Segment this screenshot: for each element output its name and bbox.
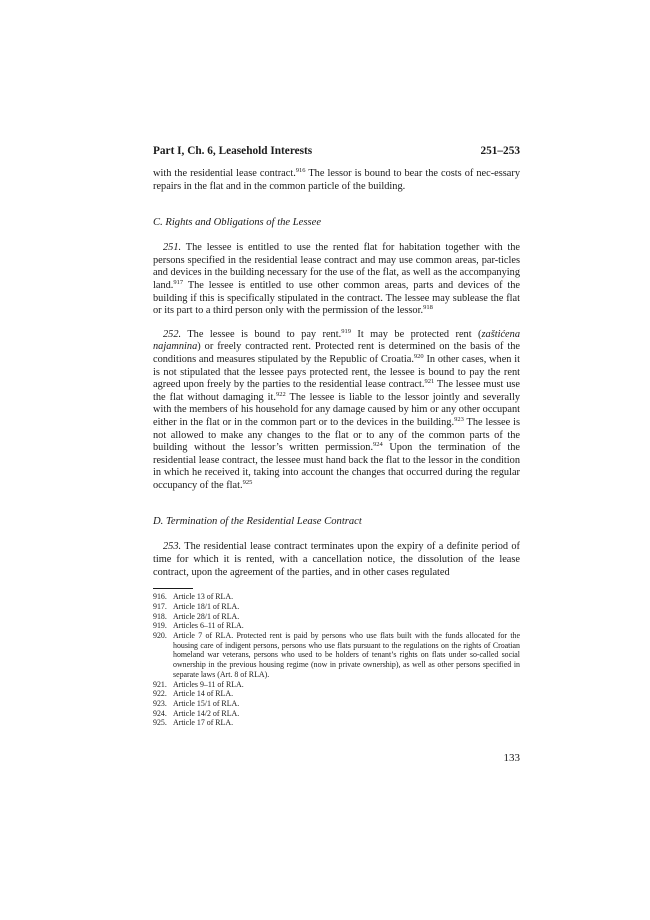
footnote-separator <box>153 588 193 589</box>
footnote-ref: 923 <box>454 415 464 423</box>
footnote: 918. Article 28/1 of RLA. <box>153 611 240 621</box>
page-number: 133 <box>503 752 520 764</box>
footnote-ref: 916 <box>295 167 306 174</box>
paragraph-number: 251. <box>163 242 182 254</box>
footnote: 925. Article 17 of RLA. <box>153 718 234 728</box>
running-header <box>153 144 520 158</box>
footnote: 921. Articles 9–11 of RLA. <box>153 679 244 689</box>
footnote-ref: 920 <box>413 352 424 360</box>
footnote: 923. Article 15/1 of RLA. <box>153 698 240 708</box>
footnote: 924. Article 14/2 of RLA. <box>153 708 240 718</box>
paragraph-number: 252. <box>163 328 182 340</box>
footnote-ref: 919 <box>341 327 351 335</box>
croatian-term: zaštićena najamnina <box>153 328 520 353</box>
footnote-ref: 925 <box>242 478 253 486</box>
footnote-ref: 924 <box>373 441 383 449</box>
footnote: 922. Article 14 of RLA. <box>153 689 234 699</box>
paragraph-253: 253. The residential lease contract terminates upon the expiry of a definite period of time for which it is rented, with a cancellation notice, the dissolution of the lease contract, upon the agreement of the parties, and in other cases regulated <box>153 541 520 578</box>
section-heading-d: D. Termination of the Residential Lease Contract <box>153 516 362 528</box>
footnote: 916. Article 13 of RLA. <box>153 592 234 602</box>
header-chapter-title: Part I, Ch. 6, Leasehold Interests <box>153 145 313 157</box>
footnote: 920. Article 7 of RLA. Protected rent is paid by persons who use flats built with the funds allocated for the housing care of indigent persons, persons who use flats pursuant to the regulations on the rights of Croatian homeland war veterans, persons who used to be holders of tenant’s rights on flats under so-called social ownership in the previous housing regime (now in private ownership), as well as other persons specified in separate laws (Art. 8 of RLA). <box>153 631 520 679</box>
paragraph-251: 251. The lessee is entitled to use the rented flat for habitation together with the persons specified in the residential lease contract and may use common areas, par-ticles and devices in the building necessary for the use of the flat, as well as the accompanying land.$^{917}$ The lessee is entitled to use other common areas, parts and devices of the building if this is specifically stipulated in the contract. The lessee may sublease the flat or its part to a third person only with the permission of the lessor.$^{918}$ <box>153 242 520 317</box>
footnote: 917. Article 18/1 of RLA. <box>153 601 240 611</box>
footnote: 919. Articles 6–11 of RLA. <box>153 621 244 631</box>
paragraph-number: 253. <box>163 541 182 553</box>
paragraph-252: 252. The lessee is bound to pay rent.$^{919}$ It may be protected rent (zaštićena najamnina) or freely contracted rent. Protected rent is determined on the basis of the conditions and measures stipulated by the Republic of Croatia.$^{920}$ In other cases, when it is not stipulated that the lessee pays protected rent, the lessee is bound to pay the rent agreed upon freely by the parties to the residential lease contract.$^{921}$ The lessee must use the flat without damaging it.$^{922}$ The lessee is liable to the lessor jointly and severally with the members of his household for any damage caused by him or any other occupant either in the flat or in the common part or to the devices in the building.$^{923}$ The lessee is not allowed to make any changes to the flat or to any of the common parts of the building without the lessor’s written permission.$^{924}$ Upon the termination of the residential lease contract, the lessee must hand back the flat to the lessor in the condition in which he received it, taking into account the changes that occurred during the regular occupancy of the flat.$^{925}$ <box>153 327 521 491</box>
footnotes <box>153 592 520 728</box>
continuation-paragraph: with the residential lease contract.$^{916}$ The lessor is bound to bear the costs of nec-essary repairs in the flat and in the common particle of the building. <box>153 167 520 192</box>
section-heading-c: C. Rights and Obligations of the Lessee <box>153 217 322 229</box>
header-paragraph-range: 251–253 <box>480 145 520 157</box>
footnote-ref: 917 <box>173 278 184 286</box>
footnote-ref: 921 <box>424 378 435 386</box>
footnote-ref: 922 <box>276 390 286 398</box>
page-body <box>153 144 520 728</box>
footnote-ref: 918 <box>423 304 433 312</box>
